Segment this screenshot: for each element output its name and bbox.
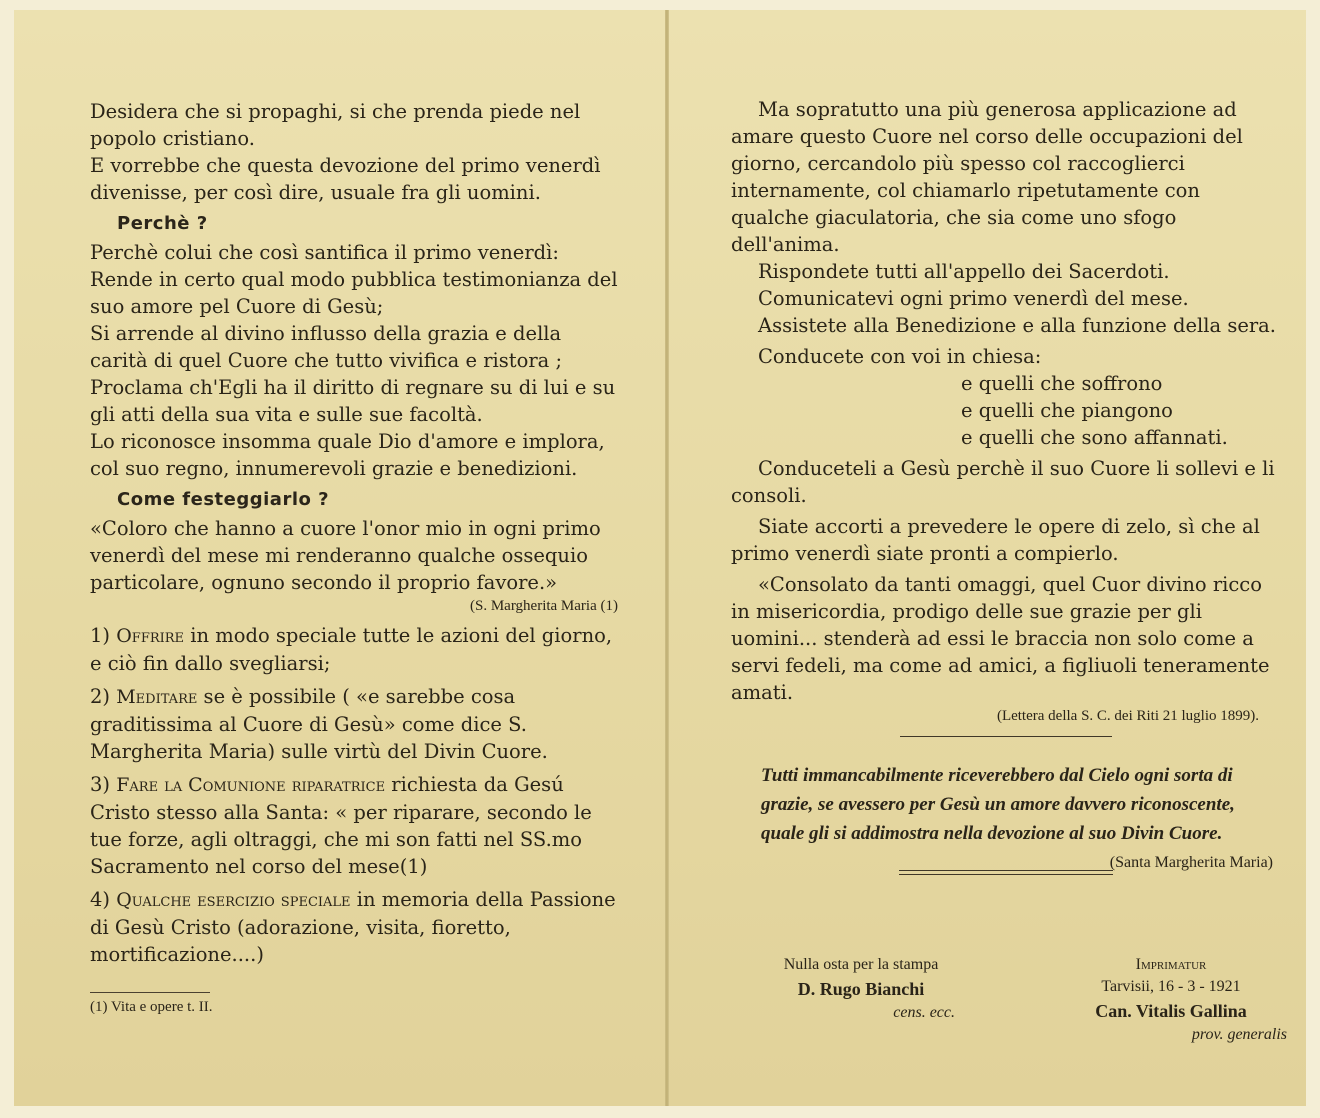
censor-name: D. Rugo Bianchi [797,979,925,999]
heading-come-festeggiarlo: Come festeggiarlo ? [117,489,330,510]
practice-item-2 [90,683,624,765]
footnote-divider [90,992,210,993]
practice-item-1 [90,622,624,677]
right-column [731,96,1281,877]
imprimatur [1051,954,1291,1046]
item-lead: Meditare [116,686,198,708]
booklet-spread [14,10,1306,1106]
left-column [90,98,624,1017]
item-number: 1) [90,624,111,647]
censor-role: cens. ecc. [893,1004,955,1021]
reason-4: Lo riconosce insomma quale Dio d'amore e implora, col suo regno, innumerevoli grazie e benedizioni. [90,430,605,480]
right-paragraph-2: Rispondete tutti all'appello dei Sacerdoti. [758,260,1170,283]
imprimatur-role: prov. generalis [1191,1026,1287,1043]
item-text: in memoria della Passione di Gesù Cristo (adorazione, visita, fioretto, mortificazione....) [90,888,616,966]
approval-block [731,954,1287,1044]
right-paragraph-5: Conducete con voi in chiesa: [758,345,1042,368]
double-divider [899,870,1113,875]
people-list [731,370,1281,451]
imprimatur-label: Imprimatur [1135,956,1207,973]
item-lead: Fare la Comunione riparatrice [116,774,386,796]
right-paragraph-8: «Consolato da tanti omaggi, quel Cuor divino ricco in misericordia, prodigo delle sue grazie per gli uomini... stenderà ad essi le braccia non solo come a servi fedeli, ma come ad amici, a figliuoli teneramente amati. [731,573,1270,704]
people-list-item: e quelli che soffrono [961,372,1163,395]
left-page [14,10,666,1106]
item-lead: Qualche esercizio speciale [116,889,351,911]
riti-citation: (Lettera della S. C. dei Riti 21 luglio 1899). [996,708,1259,724]
blackletter-quote [731,761,1281,871]
right-paragraph-7: Siate accorti a prevedere le opere di zelo, sì che al primo venerdì siate pronti a compierlo. [731,515,1260,565]
right-paragraph-3: Comunicatevi ogni primo venerdì del mese. [758,287,1189,310]
nulla-osta [741,954,981,1024]
divider [900,736,1112,737]
practice-item-3 [90,771,624,880]
item-text: se è possibile ( «e sarebbe cosa graditissima al Cuore di Gesù» come dice S. Margherita Maria) sulle virtù del Divin Cuore. [90,685,548,763]
reason-3: Proclama ch'Egli ha il diritto di regnare su di lui e su gli atti della sua vita e sulle sue facoltà. [90,376,616,426]
practice-item-4 [90,886,624,968]
reason-1: Rende in certo qual modo pubblica testimonianza del suo amore pel Cuore di Gesù; [90,268,618,318]
right-page [669,10,1306,1106]
right-paragraph-1: Ma sopratutto una più generosa applicazione ad amare questo Cuore nel corso delle occupazioni del giorno, cercandolo più spesso col raccoglierci internamente, col chiamarlo ripetutamente con qualche giaculatoria, che sia come uno sfogo dell'anima. [731,98,1243,256]
intro-paragraph-1: Desidera che si propaghi, si che prenda piede nel popolo cristiano. [90,100,581,150]
saint-quote: «Coloro che hanno a cuore l'onor mio in ogni primo venerdì del mese mi renderanno qualche ossequio particolare, ognuno secondo il proprio favore.» [90,517,601,594]
item-number: 4) [90,888,111,911]
blackletter-quote-text: Tutti immancabilmente riceverebbero dal Cielo ogni sorta di grazie, se avessero per Gesù un amore davvero riconoscente, quale gli si addimostra nella devozione al suo Divin Cuore. [761,765,1235,844]
item-number: 3) [90,773,111,796]
item-number: 2) [90,685,111,708]
blackletter-quote-source: (Santa Margherita Maria) [1109,854,1273,871]
intro-paragraph-2: E vorrebbe che questa devozione del primo venerdì divenisse, per così dire, usuale fra gli uomini. [90,154,601,204]
reason-intro: Perchè colui che così santifica il primo venerdì: [90,241,559,264]
people-list-item: e quelli che piangono [961,399,1173,422]
right-paragraph-4: Assistete alla Benedizione e alla funzione della sera. [758,314,1277,337]
item-text: in modo speciale tutte le azioni del giorno, e ciò fin dallo svegliarsi; [90,624,613,675]
nulla-osta-line: Nulla osta per la stampa [783,956,939,973]
heading-perche: Perchè ? [117,213,208,234]
right-paragraph-6: Conduceteli a Gesù perchè il suo Cuore li sollevi e li consoli. [731,457,1275,507]
item-text: richiesta da Gesú Cristo stesso alla Santa: « per riparare, secondo le tue forze, agli oltraggi, che mi son fatti nel SS.mo Sacramento nel corso del mese(1) [90,773,592,878]
imprimatur-name: Can. Vitalis Gallina [1095,1001,1247,1021]
imprimatur-place-date: Tarvisii, 16 - 3 - 1921 [1101,978,1241,995]
people-list-item: e quelli che sono affannati. [961,426,1228,449]
saint-quote-citation: (S. Margherita Maria (1) [469,598,618,614]
reason-2: Si arrende al divino influsso della grazia e della carità di quel Cuore che tutto vivifica e ristora ; [90,322,563,372]
item-lead: Offrire [116,625,185,647]
footnote: (1) Vita e opere t. II. [90,999,213,1015]
